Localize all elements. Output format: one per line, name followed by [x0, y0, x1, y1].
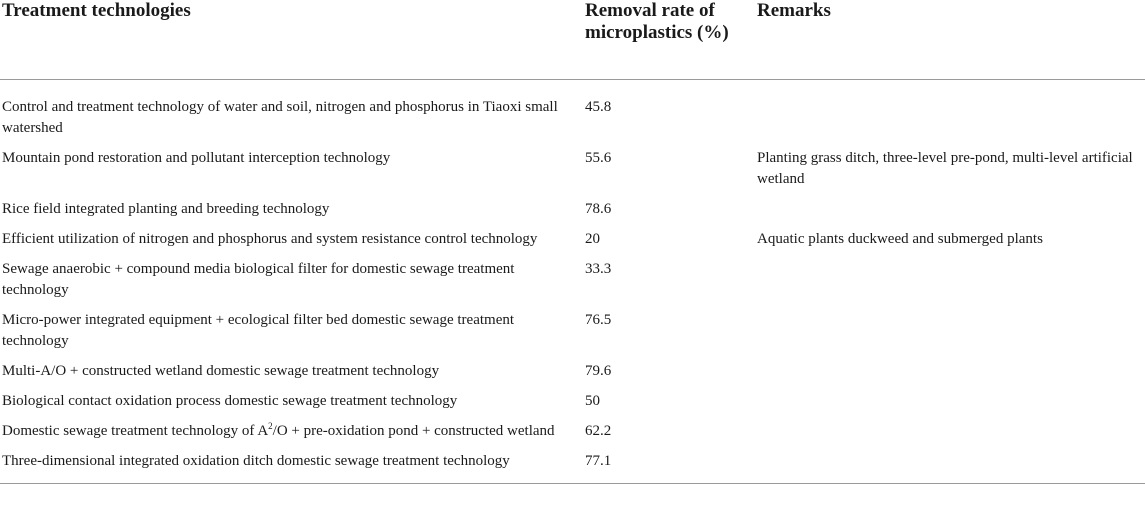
- removal-cell: 50: [585, 393, 600, 409]
- header-removal-rate: Removal rate of microplastics (%): [583, 0, 755, 80]
- technology-cell: Efficient utilization of nitrogen and phosphorus and system resistance control technology: [2, 231, 538, 247]
- technology-cell: Mountain pond restoration and pollutant interception technology: [2, 150, 391, 166]
- table-row: [0, 199, 1145, 229]
- table-row: [0, 97, 1145, 148]
- header-row: [0, 0, 1145, 80]
- technology-cell: Multi-A/O + constructed wetland domestic sewage treatment technology: [2, 363, 440, 379]
- technology-text-suffix: /O + pre-oxidation pond + constructed wetland: [272, 423, 555, 439]
- remarks-cell: [755, 361, 1145, 391]
- table-row: [0, 259, 1145, 310]
- technology-text-prefix: Domestic sewage treatment technology of A: [2, 423, 269, 439]
- remarks-cell: [755, 421, 1145, 451]
- technology-cell: Three-dimensional integrated oxidation ditch domestic sewage treatment technology: [0, 451, 583, 484]
- remarks-cell: Planting grass ditch, three-level pre-pond, multi-level artificial wetland: [757, 150, 1133, 187]
- superscript-two: 2: [268, 421, 273, 431]
- removal-cell: 45.8: [585, 99, 612, 115]
- header-treatment-technologies: Treatment technologies: [0, 0, 583, 80]
- table-row: [0, 148, 1145, 199]
- remarks-cell: [755, 391, 1145, 421]
- removal-cell: 33.3: [585, 261, 612, 277]
- table-row: [0, 229, 1145, 259]
- technology-cell: Rice field integrated planting and breeding technology: [2, 201, 330, 217]
- technology-cell: Micro-power integrated equipment + ecological filter bed domestic sewage treatment technology: [2, 312, 515, 349]
- remarks-cell: [755, 259, 1145, 310]
- header-remarks: Remarks: [755, 0, 1145, 80]
- removal-cell: 55.6: [585, 150, 612, 166]
- removal-cell: 76.5: [585, 312, 612, 328]
- removal-cell: 78.6: [585, 201, 612, 217]
- remarks-cell: Aquatic plants duckweed and submerged plants: [757, 231, 1043, 247]
- remarks-cell: [755, 451, 1145, 484]
- remarks-cell: [755, 97, 1145, 148]
- remarks-cell: [755, 310, 1145, 361]
- technology-cell: [0, 421, 583, 451]
- technology-cell: Sewage anaerobic + compound media biological filter for domestic sewage treatment technology: [2, 261, 515, 298]
- removal-cell: 77.1: [583, 451, 755, 484]
- table-row: [0, 310, 1145, 361]
- removal-cell: 20: [585, 231, 600, 247]
- removal-cell: 62.2: [585, 423, 612, 439]
- technology-cell: Biological contact oxidation process domestic sewage treatment technology: [2, 393, 458, 409]
- table-row: [0, 451, 1145, 484]
- table-row: [0, 421, 1145, 451]
- table-row: [0, 361, 1145, 391]
- technology-cell: Control and treatment technology of water and soil, nitrogen and phosphorus in Tiaoxi small watershed: [2, 99, 558, 136]
- remarks-cell: [755, 199, 1145, 229]
- table-row: [0, 391, 1145, 421]
- removal-cell: 79.6: [585, 363, 612, 379]
